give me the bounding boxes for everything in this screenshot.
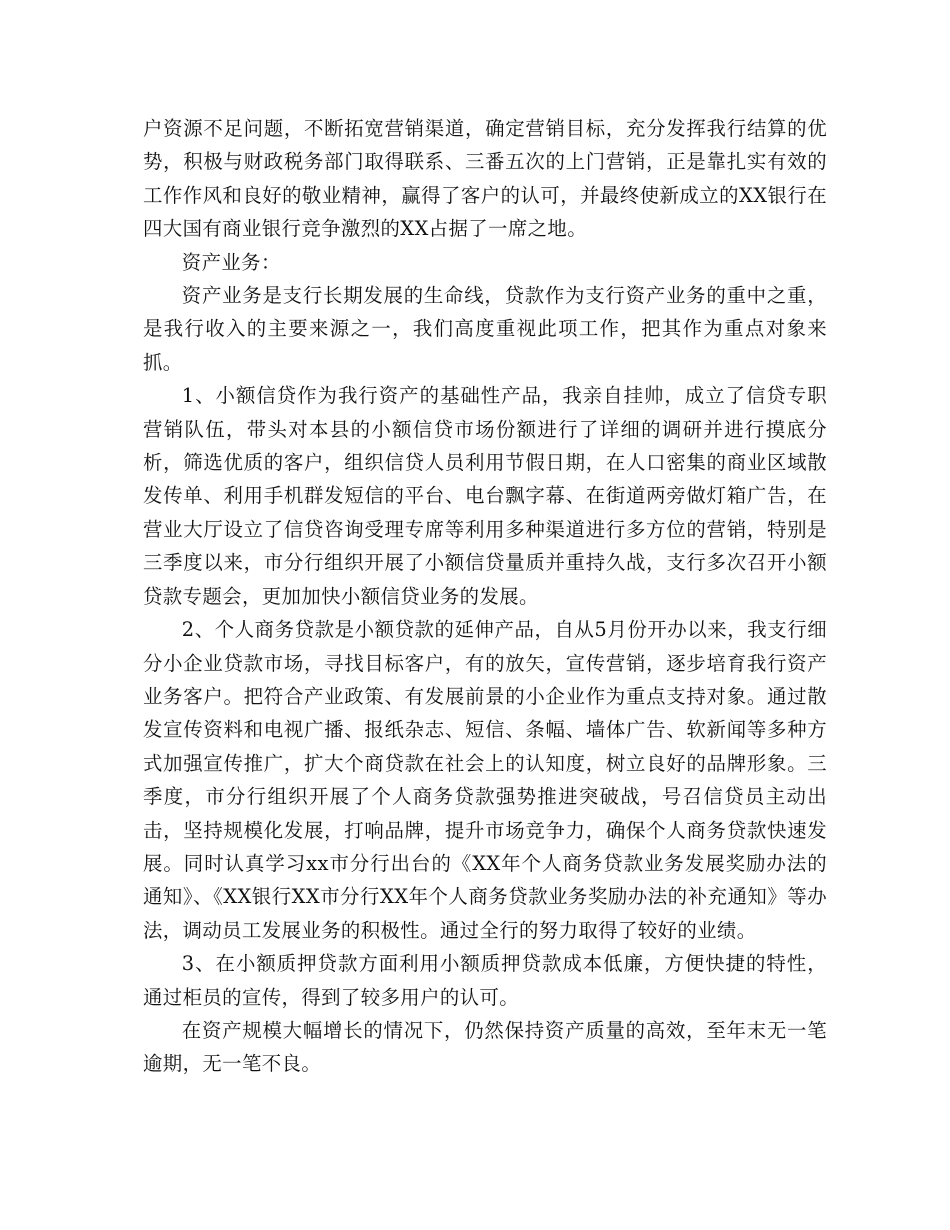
- paragraph-asset-quality: 在资产规模大幅增长的情况下，仍然保持资产质量的高效，至年末无一笔逾期，无一笔不良。: [143, 1018, 827, 1076]
- paragraph-asset-heading: 资产业务：: [181, 250, 281, 274]
- paragraph-small-credit: 1、小额信贷作为我行资产的基础性产品，我亲自挂帅，成立了信贷专职营销队伍，带头对本县的小额信贷市场份额进行了详细的调研并进行摸底分析，筛选优质的客户，组织信贷人员利用节假日期，在人口密集的商业区域散发传单、利用手机群发短信的平台、电台飘字幕、在街道两旁做灯箱广告，在营业大厅设立了信贷咨询受理专席等利用多种渠道进行多方位的营销，特别是三季度以来，市分行组织开展了小额信贷量质并重持久战，支行多次召开小额贷款专题会，更加加快小额信贷业务的发展。: [143, 384, 827, 608]
- document-body: [143, 112, 827, 1081]
- paragraph-small-pledge-loan: 3、在小额质押贷款方面利用小额质押贷款成本低廉，方便快捷的特性，通过柜员的宣传，得到了较多用户的认可。: [143, 952, 827, 1009]
- paragraph-customer-resources: 户资源不足问题，不断拓宽营销渠道，确定营销目标，充分发挥我行结算的优势，积极与财政税务部门取得联系、三番五次的上门营销，正是靠扎实有效的工作作风和良好的敬业精神，赢得了客户的认可，并最终使新成立的XX银行在四大国有商业银行竞争激烈的XX占据了一席之地。: [143, 117, 827, 241]
- paragraph-asset-business-intro: 资产业务是支行长期发展的生命线，贷款作为支行资产业务的重中之重，是我行收入的主要来源之一，我们高度重视此项工作，把其作为重点对象来抓。: [143, 284, 827, 374]
- paragraph-personal-business-loan: 2、个人商务贷款是小额贷款的延伸产品，自从5月份开办以来，我支行细分小企业贷款市场，寻找目标客户，有的放矢，宣传营销，逐步培育我行资产业务客户。把符合产业政策、有发展前景的小企业作为重点支持对象。通过散发宣传资料和电视广播、报纸杂志、短信、条幅、墙体广告、软新闻等多种方式加强宣传推广，扩大个商贷款在社会上的认知度，树立良好的品牌形象。三季度，市分行组织开展了个人商务贷款强势推进突破战，号召信贷员主动出击，坚持规模化发展，打响品牌，提升市场竞争力，确保个人商务贷款快速发展。同时认真学习xx市分行出台的《XX年个人商务贷款业务发展奖励办法的通知》、《XX银行XX市分行XX年个人商务贷款业务奖励办法的补充通知》等办法，调动员工发展业务的积极性。通过全行的努力取得了较好的业绩。: [143, 618, 827, 942]
